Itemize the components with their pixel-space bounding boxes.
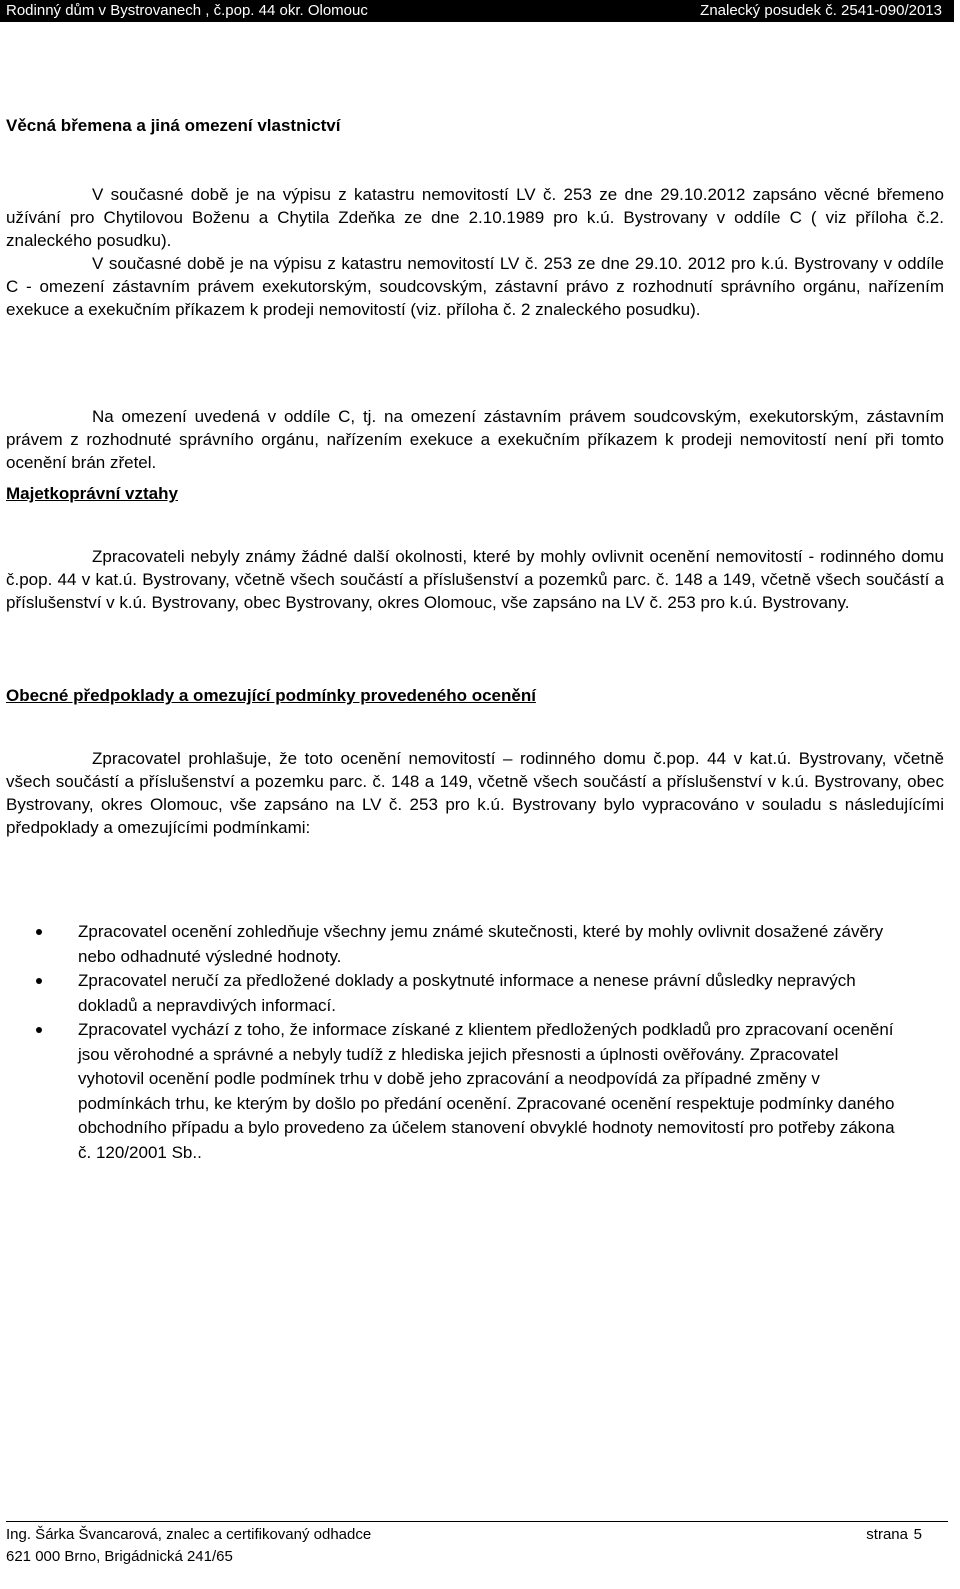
section-title-property: Majetkoprávní vztahy (6, 484, 178, 503)
list-item (6, 1018, 906, 1165)
list-item (6, 969, 906, 1018)
bullet-icon (36, 978, 42, 984)
assumptions-list (6, 920, 906, 1165)
paragraph-assumptions-1: Zpracovatel prohlašuje, že toto ocenění nemovitostí – rodinného domu č.pop. 44 v kat.ú. Bystrovany, včetně všech součástí a příslušenství a pozemku parc. č. 148 a 149, včetně všech součástí a příslušenství v k.ú. Bystrovany, obec Bystrovany, okres Olomouc, vše zapsáno na LV č. 253 pro k.ú. Bystrovany bylo vypracováno v souladu s následujícími předpoklady a omezujícími podmínkami: (6, 749, 944, 837)
paragraph-burdens-3: Na omezení uvedená v oddíle C, tj. na omezení zástavním právem soudcovským, exekutorským, zástavním právem z rozhodnuté správního orgánu, nařízením exekuce a exekučním příkazem k prodeji nemovitostí není při tomto ocenění brán zřetel. (6, 407, 944, 472)
footer-author: Ing. Šárka Švancarová, znalec a certifikovaný odhadce (6, 1526, 372, 1543)
footer-page-number: 5 (913, 1526, 922, 1543)
footer-address: 621 000 Brno, Brigádnická 241/65 (6, 1548, 233, 1565)
bullet-icon (36, 929, 42, 935)
section-title-burdens: Věcná břemena a jiná omezení vlastnictví (6, 116, 341, 135)
list-item-text: Zpracovatel vychází z toho, že informace získané z klientem předložených podkladů pro zpracovaní ocenění jsou věrohodné a správné a nebyly tudíž z hlediska jejich přesnosti a úplnosti ověřovány. Zpracovatel vyhotovil ocenění podle podmínek trhu v době jeho zpracování a neodpovídá za případné změny v podmínkách trhu, ke kterým by došlo po předání ocenění. Zpracované ocenění respektuje podmínky daného obchodního případu a bylo provedeno za účelem stanovení obvyklé hodnoty nemovitostí pro potřeby zákona č. 120/2001 Sb.. (78, 1020, 895, 1162)
list-item (6, 920, 906, 969)
footer-page-label: strana (866, 1526, 908, 1543)
paragraph-property-1: Zpracovateli nebyly známy žádné další okolnosti, které by mohly ovlivnit ocenění nemovitostí - rodinného domu č.pop. 44 v kat.ú. Bystrovany, včetně všech součástí a příslušenství a pozemků parc. č. 148 a 149, včetně všech součástí a příslušenství v k.ú. Bystrovany, obec Bystrovany, okres Olomouc, vše zapsáno na LV č. 253 pro k.ú. Bystrovany. (6, 547, 944, 612)
header-title: Rodinný dům v Bystrovanech , č.pop. 44 okr. Olomouc (6, 2, 368, 19)
paragraph-burdens-1: V současné době je na výpisu z katastru nemovitostí LV č. 253 ze dne 29.10.2012 zapsáno věcné břemeno užívání pro Chytilovou Boženu a Chytila Zdeňka ze dne 2.10.1989 pro k.ú. Bystrovany v oddíle C ( viz příloha č.2. znaleckého posudku). (6, 185, 944, 250)
list-item-text: Zpracovatel ocenění zohledňuje všechny jemu známé skutečnosti, které by mohly ovlivnit dosažené závěry nebo odhadnuté výsledné hodnoty. (78, 922, 884, 966)
footer-divider (6, 1521, 948, 1522)
header-document-number: Znalecký posudek č. 2541-090/2013 (700, 2, 942, 19)
section-title-assumptions: Obecné předpoklady a omezující podmínky provedeného ocenění (6, 686, 536, 705)
page-header (0, 0, 954, 22)
list-item-text: Zpracovatel neručí za předložené doklady a poskytnuté informace a nenese právní důsledky nepravých dokladů a nepravdivých informací. (78, 971, 856, 1015)
paragraph-burdens-2: V současné době je na výpisu z katastru nemovitostí LV č. 253 ze dne 29.10. 2012 pro k.ú. Bystrovany v oddíle C - omezení zástavním právem exekutorským, soudcovským, zástavní právo z rozhodnutí správního orgánu, nařízením exekuce a exekučním příkazem k prodeji nemovitostí (viz. příloha č. 2 znaleckého posudku). (6, 254, 944, 319)
bullet-icon (36, 1027, 42, 1033)
